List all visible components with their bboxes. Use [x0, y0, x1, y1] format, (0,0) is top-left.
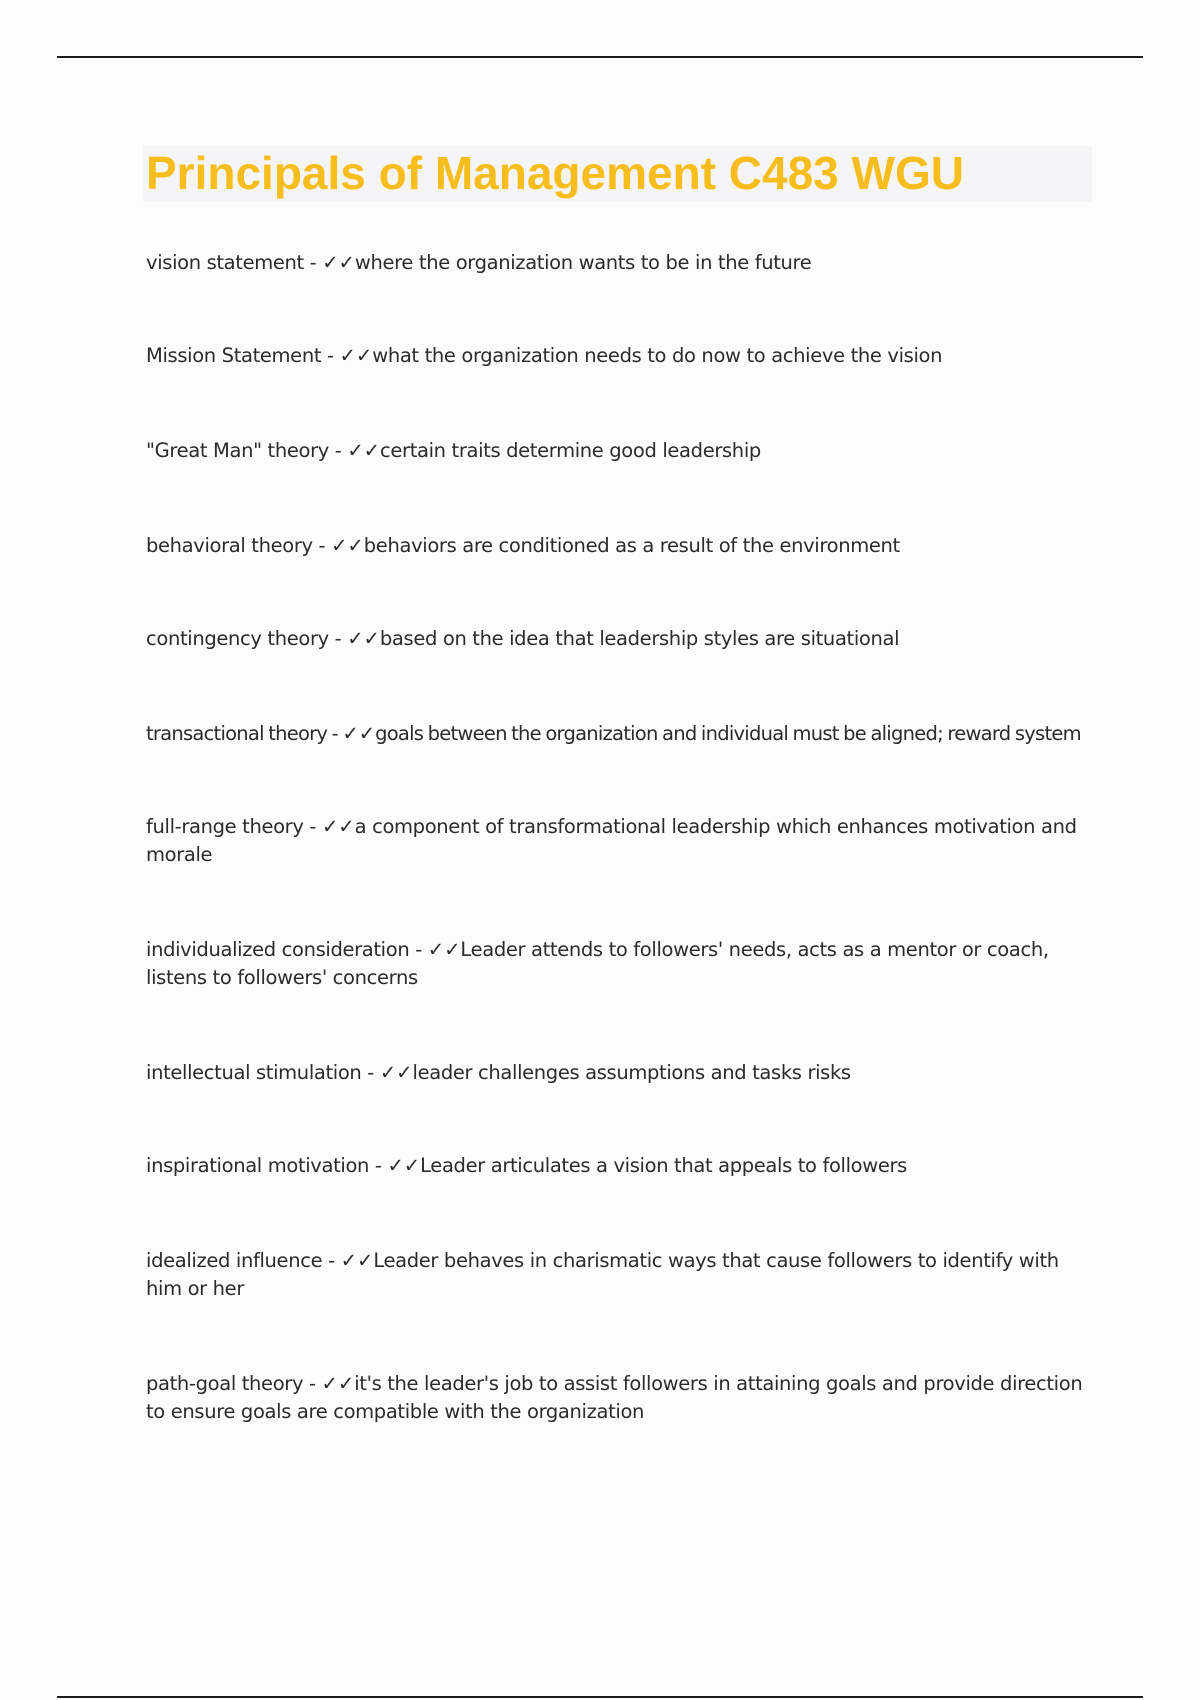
entry-separator: -	[369, 1154, 388, 1177]
entry-definition: where the organization wants to be in the future	[354, 251, 812, 274]
double-check-icon: ✓✓	[321, 815, 355, 838]
entry-individualized-consideration	[146, 936, 1096, 992]
entry-definition: behaviors are conditioned as a result of the environment	[363, 534, 900, 557]
entry-definition: it's the leader's job to assist followers in attaining goals and provide direction to ensure goals are compatible with the organization	[146, 1372, 1083, 1423]
entry-intellectual-stimulation	[146, 1059, 1096, 1087]
entry-term: individualized consideration	[146, 938, 410, 961]
double-check-icon: ✓✓	[379, 1061, 413, 1084]
entry-separator: -	[327, 722, 343, 745]
entry-mission-statement	[146, 342, 1096, 370]
entry-definition: goals between the organization and individual must be aligned; reward system	[375, 722, 1081, 745]
entry-separator: -	[312, 534, 332, 557]
entry-definition: what the organization needs to do now to achieve the vision	[372, 344, 943, 367]
entry-definition: certain traits determine good leadership	[380, 439, 761, 462]
document-title: Principals of Management C483 WGU	[146, 147, 964, 199]
entry-term: transactional theory	[146, 722, 328, 745]
entry-term: "Great Man" theory	[146, 439, 329, 462]
entry-term: path-goal theory	[146, 1372, 304, 1395]
top-rule	[57, 56, 1143, 58]
double-check-icon: ✓✓	[387, 1154, 421, 1177]
entry-transactional-theory	[146, 720, 1096, 748]
double-check-icon: ✓✓	[427, 938, 461, 961]
entry-definition: a component of transformational leadership which enhances motivation and morale	[146, 815, 1077, 866]
double-check-icon: ✓✓	[347, 627, 380, 650]
entry-great-man-theory	[146, 437, 1096, 465]
double-check-icon: ✓✓	[347, 439, 381, 462]
entry-term: Mission Statement	[146, 344, 322, 367]
entry-separator: -	[303, 251, 323, 274]
entry-term: inspirational motivation	[146, 1154, 370, 1177]
entry-term: idealized influence	[146, 1249, 323, 1272]
entry-separator: -	[361, 1061, 380, 1084]
entry-contingency-theory	[146, 625, 1096, 653]
entry-separator: -	[328, 627, 348, 650]
entry-path-goal-theory	[146, 1370, 1096, 1426]
double-check-icon: ✓✓	[340, 1249, 374, 1272]
entry-definition: Leader behaves in charismatic ways that cause followers to identify with him or her	[146, 1249, 1059, 1300]
double-check-icon: ✓✓	[331, 534, 364, 557]
double-check-icon: ✓✓	[339, 344, 373, 367]
entry-term: intellectual stimulation	[146, 1061, 362, 1084]
entry-term: contingency theory	[146, 627, 329, 650]
entry-term: vision statement	[146, 251, 304, 274]
entry-vision-statement	[146, 249, 1096, 277]
entry-separator: -	[409, 938, 428, 961]
double-check-icon: ✓✓	[322, 251, 355, 274]
entry-definition: Leader attends to followers' needs, acts as a mentor or coach, listens to followers' concerns	[146, 938, 1049, 989]
entry-term: behavioral theory	[146, 534, 313, 557]
entry-definition: Leader articulates a vision that appeals to followers	[420, 1154, 907, 1177]
entry-definition: based on the idea that leadership styles are situational	[379, 627, 900, 650]
entry-definition: leader challenges assumptions and tasks risks	[412, 1061, 851, 1084]
entry-separator: -	[303, 815, 322, 838]
entry-separator: -	[322, 1249, 341, 1272]
entry-behavioral-theory	[146, 532, 1096, 560]
entry-inspirational-motivation	[146, 1152, 1096, 1180]
entry-idealized-influence	[146, 1247, 1096, 1303]
entry-full-range-theory	[146, 813, 1096, 869]
entry-separator: -	[321, 344, 340, 367]
entry-separator: -	[328, 439, 348, 462]
double-check-icon: ✓✓	[342, 722, 376, 745]
bottom-rule	[57, 1696, 1143, 1698]
entry-separator: -	[303, 1372, 322, 1395]
entry-term: full-range theory	[146, 815, 304, 838]
double-check-icon: ✓✓	[321, 1372, 355, 1395]
